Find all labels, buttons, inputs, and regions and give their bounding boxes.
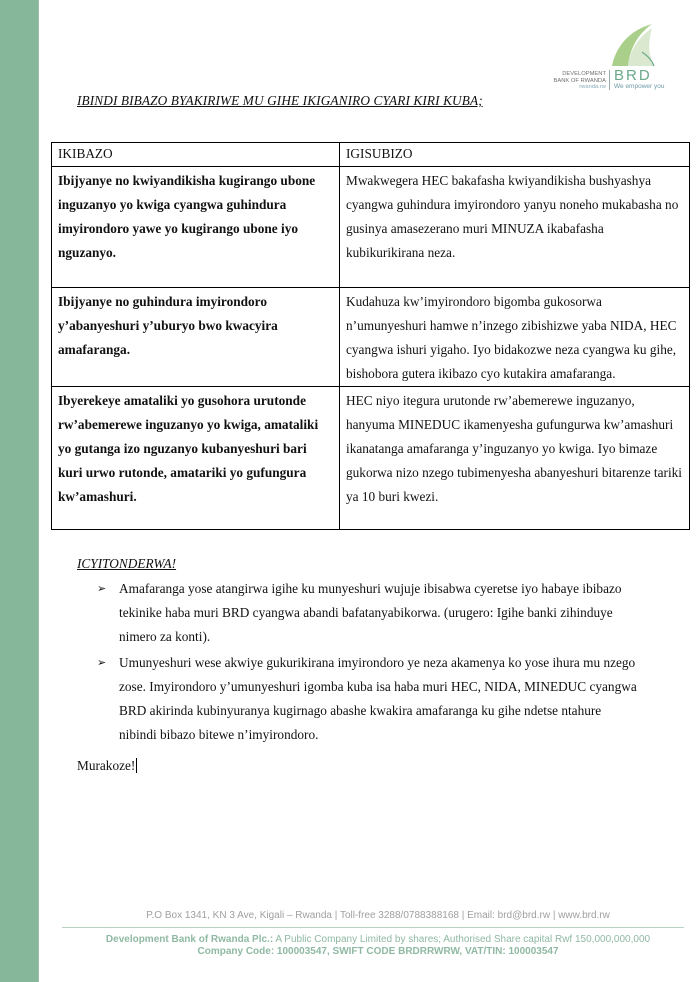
logo-brand: BRD [614, 67, 652, 84]
logo-tagline: We empower you [614, 83, 665, 90]
closing-text: Murakoze! [77, 758, 136, 773]
answer-cell: Kudahuza kw’imyirondoro bigomba gukosorwa n’umunyeshuri hamwe n’inzego zibishizwe yaba NIDA, HEC cyangwa ishuri yigaho. Iyo bidakozwe neza cyangwa ku gihe, bishobora gutera ikibazo cyo kutakira amafaranga. [340, 288, 690, 387]
text-cursor [136, 758, 137, 773]
note-text: Amafaranga yose atangirwa igihe ku munyeshuri wujuje ibisabwa cyeretse iyo habaye ibibazo tekinike haba muri BRD cyangwa abandi bafatanyabikorwa. (urugero: Igihe banki zihinduye nimero za konti). [119, 581, 622, 644]
question-cell: Ibijyanye no kwiyandikisha kugirango ubone inguzanyo yo kwiga cyangwa guhindura imyirondoro yawe yo kugirango ubone iyo nguzanyo. [52, 167, 340, 288]
answer-cell: HEC niyo itegura urutonde rw’abemerewe inguzanyo, hanyuma MINEDUC ikamenyesha gufungurwa kw’amashuri ikanatanga amafaranga y’inguzanyo yo kwiga. Iyo bimaze gukorwa nizo nzego tubimenyesha abanyeshuri bitarenze tariki ya 10 buri kwezi. [340, 387, 690, 530]
table-header-row [52, 143, 690, 167]
question-cell: Ibijyanye no guhindura imyirondoro y’abanyeshuri y’uburyo bwo kwacyira amafaranga. [52, 288, 340, 387]
page-edge [38, 0, 39, 982]
footer-divider [62, 927, 684, 928]
closing-line[interactable] [77, 758, 137, 774]
table-row [52, 167, 690, 288]
note-text: Umunyeshuri wese akwiye gukurikirana imyirondoro ye neza akamenya ko yose ihura mu nzego zose. Imyirondoro y’umunyeshuri igomba kuba isa haba muri HEC, NIDA, MINEDUC cyangwa BRD akirinda kubinyuranya kugirnago abashe kwakira amafaranga ku gihe ndetse ntahure nibindi bibazo bitewe n’imyirondoro. [119, 655, 637, 742]
logo-divider [609, 70, 610, 90]
table-row [52, 387, 690, 530]
notes-list [97, 577, 637, 749]
footer-company-info [60, 934, 696, 958]
notes-title: ICYITONDERWA! [77, 556, 177, 571]
footer-company-desc: A Public Company Limited by shares; Authorised Share capital Rwf 150,000,000,000 [273, 934, 651, 945]
brd-leaf-icon [608, 22, 660, 68]
column-header-answer: IGISUBIZO [340, 143, 690, 167]
answer-cell: Mwakwegera HEC bakafasha kwiyandikisha bushyashya cyangwa guhindura imyirondoro yanyu noneho mukabasha no gusinya amasezerano muri MINUZA ikabafasha kubikurikirana neza. [340, 167, 690, 288]
questions-answers-table [51, 142, 690, 530]
arrow-bullet-icon: ➢ [97, 582, 107, 595]
list-item [97, 651, 637, 747]
footer-company-code: Company Code: 100003547, SWIFT CODE BRDRRWRW, VAT/TIN: 100003547 [197, 946, 559, 957]
footer-company-name: Development Bank of Rwanda Plc.: [105, 934, 274, 945]
footer-contact: P.O Box 1341, KN 3 Ave, Kigali – Rwanda | Toll-free 3288/0788388168 | Email: brd@brd.rw | www.brd.rw [146, 910, 610, 921]
left-margin-bar [0, 0, 38, 982]
list-item [97, 577, 637, 649]
question-cell: Ibyerekeye amataliki yo gusohora urutonde rw’abemerewe inguzanyo yo kwiga, amataliki yo gutanga izo nguzanyo kubanyeshuri bari kuri urwo rutonde, amatariki yo gufungura kw’amashuri. [52, 387, 340, 530]
logo-org-name: DEVELOPMENT BANK OF RWANDA rwanda.rw [553, 71, 606, 90]
document-heading: IBINDI BIBAZO BYAKIRIWE MU GIHE IKIGANIRO CYARI KIRI KUBA; [77, 93, 483, 108]
arrow-bullet-icon: ➢ [97, 656, 107, 669]
brd-logo [548, 22, 668, 94]
column-header-question: IKIBAZO [52, 143, 340, 167]
table-row [52, 288, 690, 387]
